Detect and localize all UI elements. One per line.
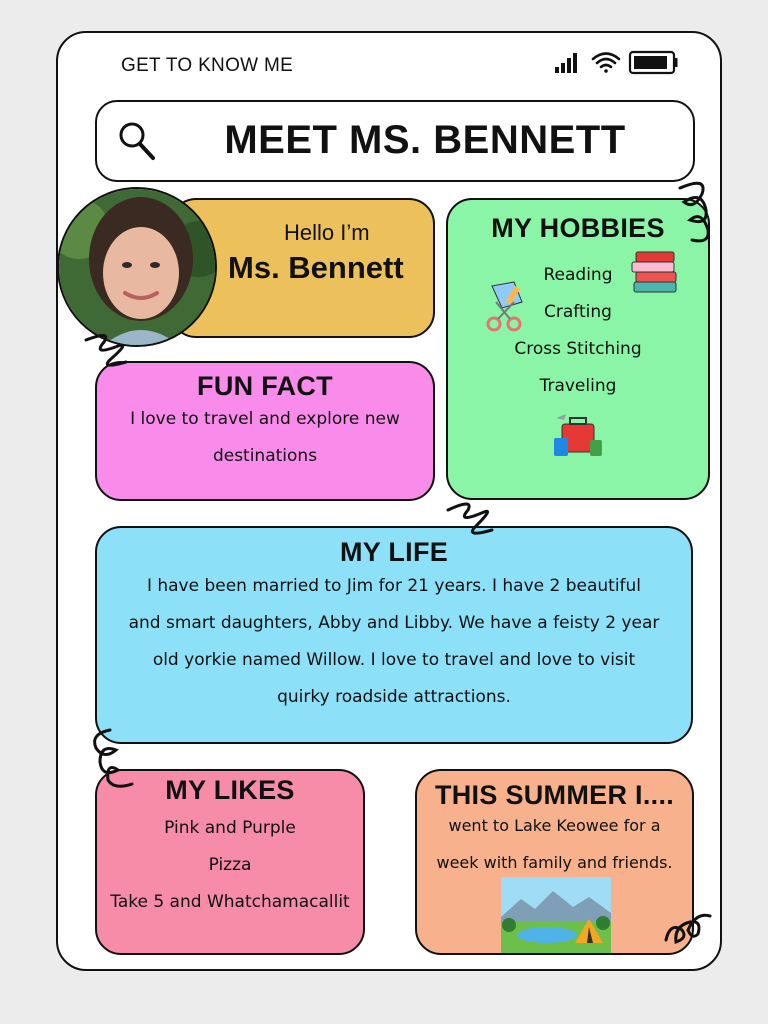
list-item: Take 5 and Whatchamacallit xyxy=(110,892,350,912)
my-life-text xyxy=(97,568,691,716)
books-icon xyxy=(630,250,680,296)
hobbies-heading: MY HOBBIES xyxy=(491,213,665,243)
battery-icon xyxy=(630,52,678,73)
signal-icon xyxy=(555,53,577,73)
status-title: GET TO KNOW ME xyxy=(121,55,294,76)
my-life-card xyxy=(95,526,693,744)
squiggle-decoration xyxy=(672,180,714,250)
portrait-image xyxy=(59,189,217,347)
this-summer-card xyxy=(415,769,694,955)
search-bar[interactable] xyxy=(95,100,695,182)
fun-fact-card xyxy=(95,361,435,501)
fun-fact-line: I love to travel and explore new xyxy=(130,409,400,429)
avatar xyxy=(57,187,217,347)
fun-fact-line: destinations xyxy=(212,446,318,466)
status-icons xyxy=(553,50,679,76)
list-item: Crafting xyxy=(544,302,612,322)
luggage-icon xyxy=(552,412,606,460)
my-likes-heading: MY LIKES xyxy=(165,775,295,805)
squiggle-decoration xyxy=(86,724,136,790)
my-life-line: quirky roadside attractions. xyxy=(277,687,511,707)
squiggle-decoration xyxy=(82,330,132,376)
list-item: Traveling xyxy=(539,376,617,396)
my-likes-list xyxy=(97,810,363,921)
squiggle-decoration xyxy=(660,904,716,960)
wifi-icon xyxy=(593,54,619,73)
list-item: Reading xyxy=(543,265,613,285)
this-summer-line: week with family and friends. xyxy=(436,853,673,872)
crafting-icon xyxy=(480,280,532,334)
list-item: Pizza xyxy=(208,855,252,875)
fun-fact-text xyxy=(97,401,433,475)
this-summer-line: went to Lake Keowee for a xyxy=(448,816,661,835)
my-life-line: old yorkie named Willow. I love to travel and love to visit xyxy=(152,650,636,670)
my-life-heading: MY LIFE xyxy=(339,537,449,567)
fun-fact-heading: FUN FACT xyxy=(197,371,333,401)
my-life-line: I have been married to Jim for 21 years. I have 2 beautiful xyxy=(146,576,642,596)
squiggle-decoration xyxy=(444,498,496,542)
greeting-text: Hello I’m xyxy=(284,220,370,245)
my-life-line: and smart daughters, Abby and Libby. We have a feisty 2 year xyxy=(128,613,660,633)
lake-camping-image xyxy=(501,877,611,953)
hobbies-card xyxy=(446,198,710,500)
this-summer-heading: THIS SUMMER I.... xyxy=(434,780,675,810)
this-summer-text xyxy=(417,807,692,881)
teacher-name: Ms. Bennett xyxy=(228,250,404,285)
my-likes-card xyxy=(95,769,365,955)
list-item: Cross Stitching xyxy=(514,339,642,359)
list-item: Pink and Purple xyxy=(164,818,296,838)
page-title: MEET MS. BENNETT xyxy=(224,118,626,162)
